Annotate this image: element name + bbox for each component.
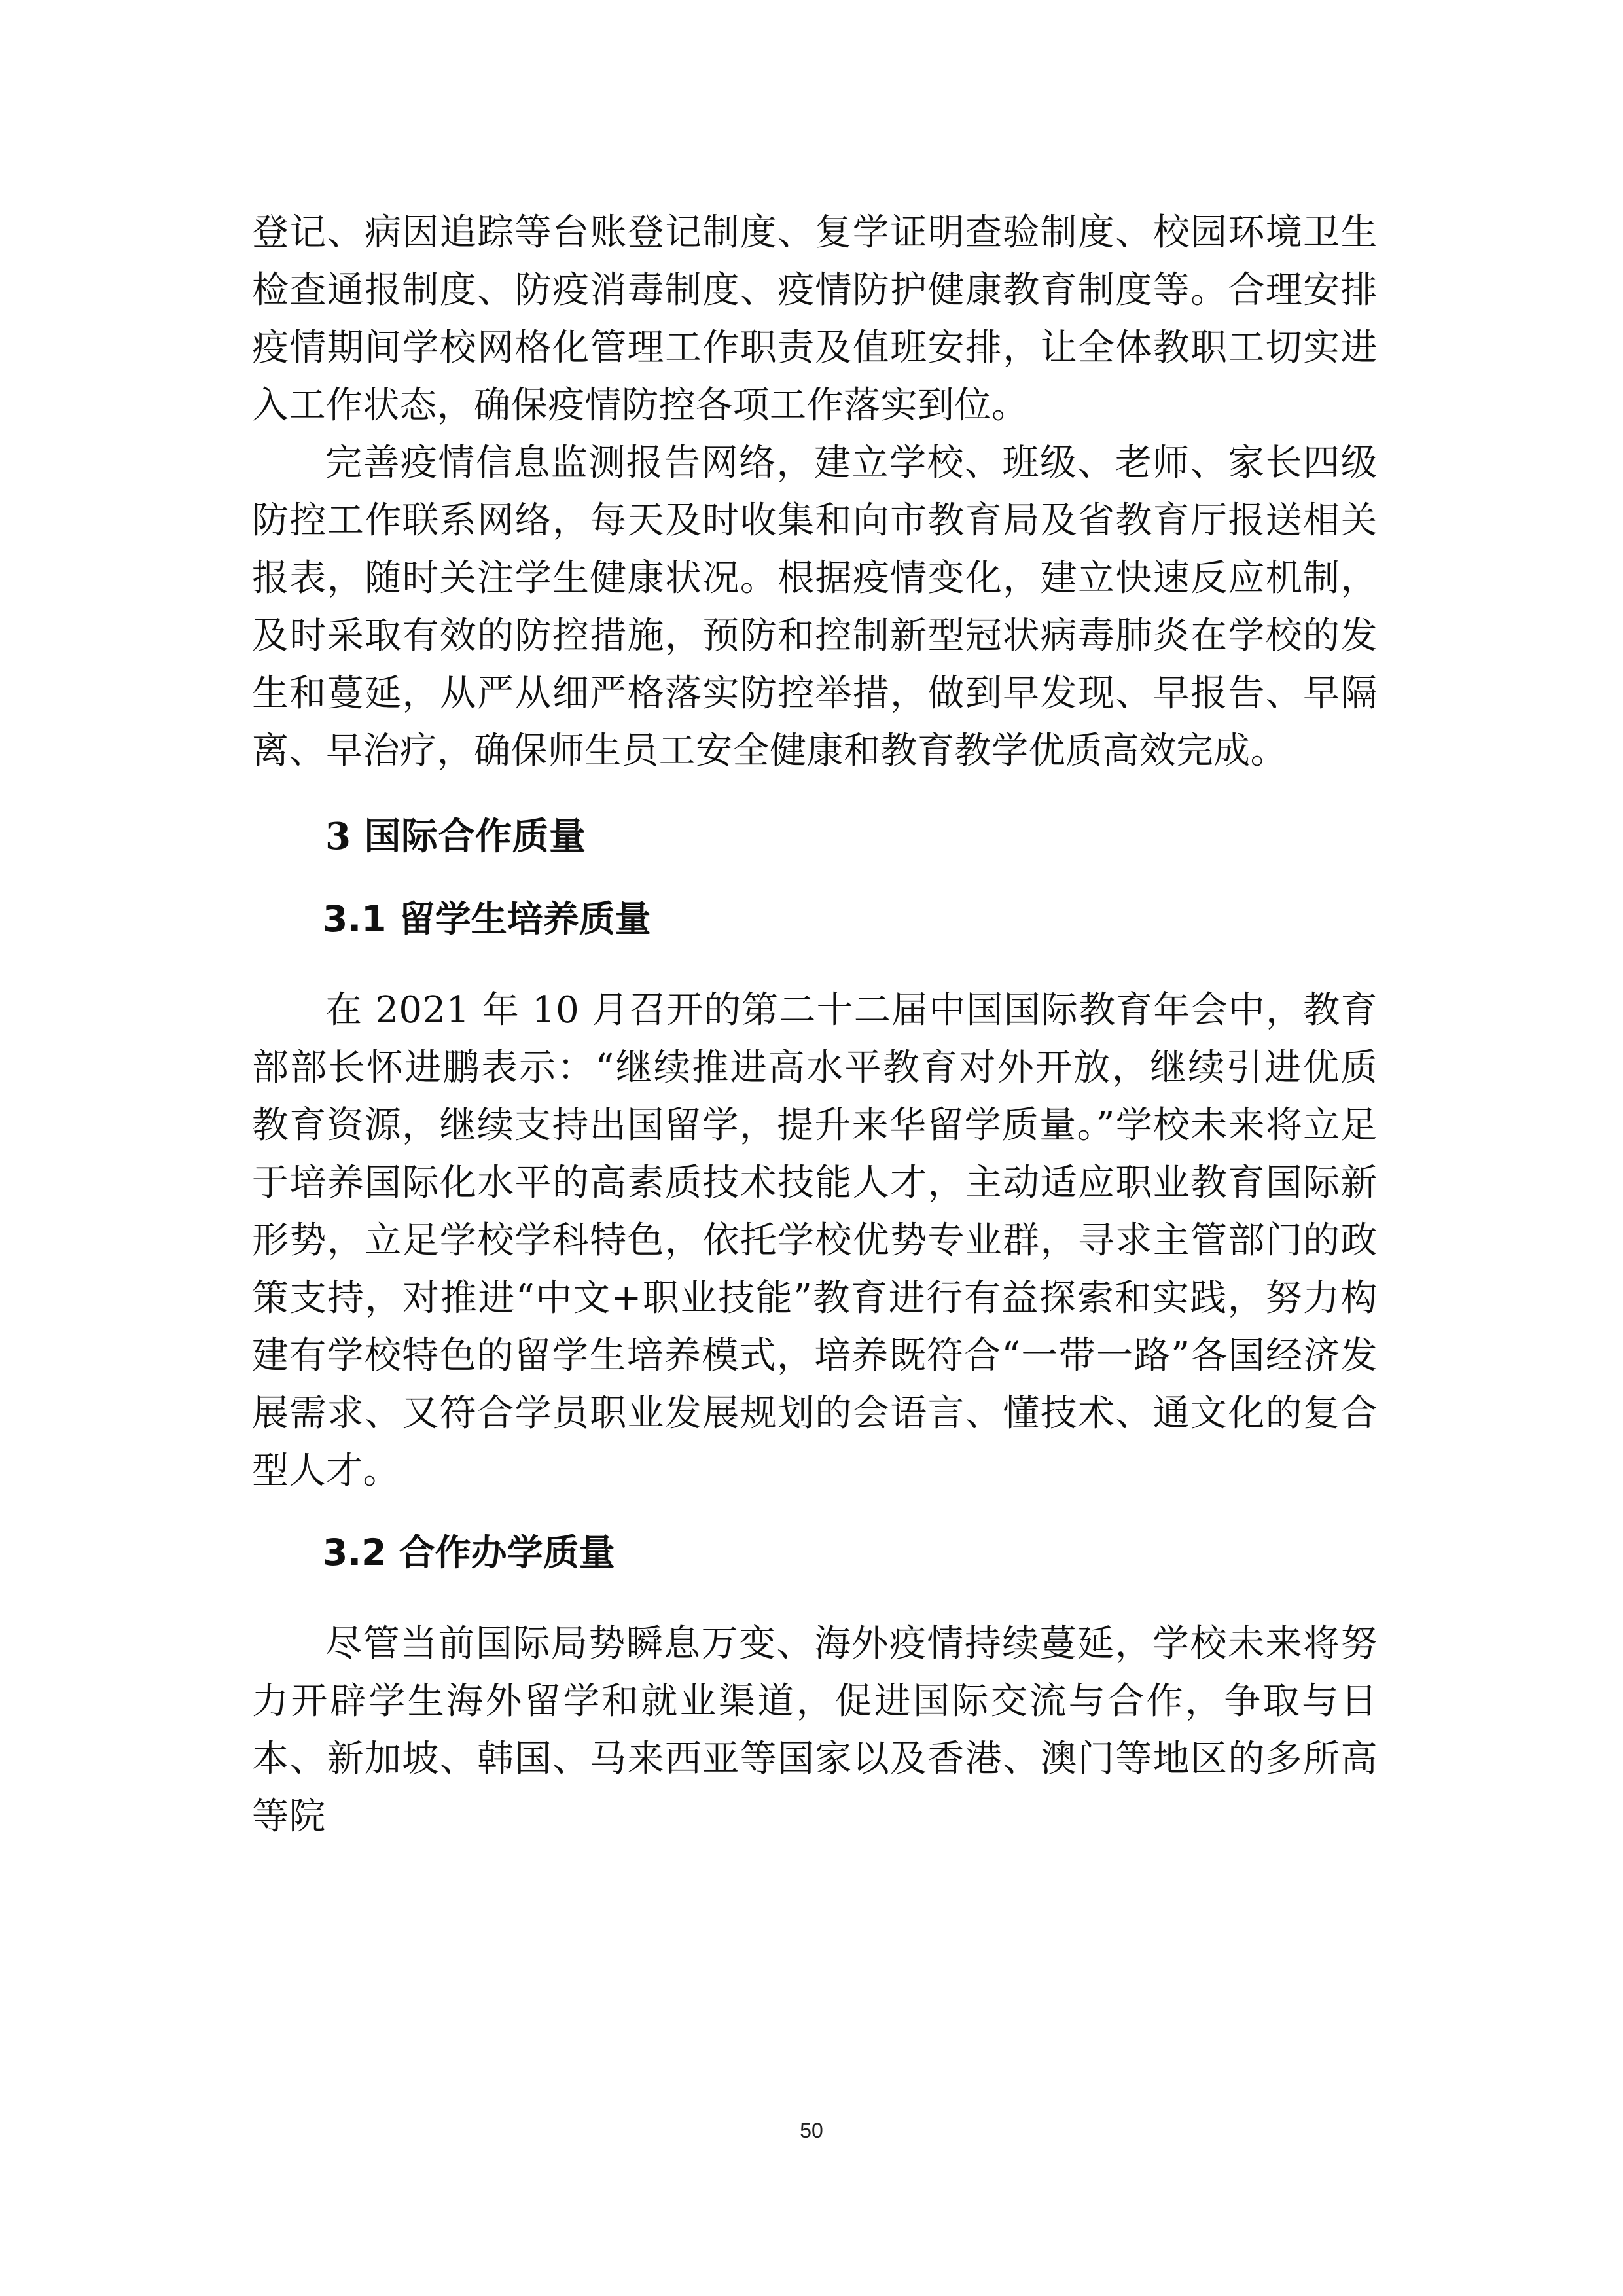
page-number: 50 [800,2119,823,2142]
subsection-heading-cooperative-education: 3.2 合作办学质量 [323,1532,615,1573]
paragraph-continued: 登记、病因追踪等台账登记制度、复学证明查验制度、校园环境卫生检查通报制度、防疫消毒制度、疫情防护健康教育制度等。合理安排疫情期间学校网格化管理工作职责及值班安排，让全体教职工切实进入工作状态，确保疫情防控各项工作落实到位。 [252,211,1378,427]
page-content [252,204,1378,1846]
paragraph-international-students: 在 2021 年 10 月召开的第二十二届中国国际教育年会中，教育部部长怀进鹏表示：“继续推进高水平教育对外开放，继续引进优质教育资源，继续支持出国留学，提升来华留学质量。”学校未来将立足于培养国际化水平的高素质技术技能人才，主动适应职业教育国际新形势，立足学校学科特色，依托学校优势专业群，寻求主管部门的政策支持，对推进“中文+职业技能”教育进行有益探索和实践，努力构建有学校特色的留学生培养模式，培养既符合“一带一路”各国经济发展需求、又符合学员职业发展规划的会语言、懂技术、通文化的复合型人才。 [252,989,1378,1492]
paragraph-cooperative-education: 尽管当前国际局势瞬息万变、海外疫情持续蔓延，学校未来将努力开辟学生海外留学和就业渠道，促进国际交流与合作，争取与日本、新加坡、韩国、马来西亚等国家以及香港、澳门等地区的多所高等院 [252,1623,1378,1838]
section-heading-international-cooperation: 3 国际合作质量 [325,815,586,858]
subsection-heading-international-students: 3.1 留学生培养质量 [323,898,651,940]
paragraph-monitoring-network: 完善疫情信息监测报告网络，建立学校、班级、老师、家长四级防控工作联系网络，每天及时收集和向市教育局及省教育厅报送相关报表，随时关注学生健康状况。根据疫情变化，建立快速反应机制，及时采取有效的防控措施，预防和控制新型冠状病毒肺炎在学校的发生和蔓延，从严从细严格落实防控举措，做到早发现、早报告、早隔离、早治疗，确保师生员工安全健康和教育教学优质高效完成。 [252,442,1378,772]
